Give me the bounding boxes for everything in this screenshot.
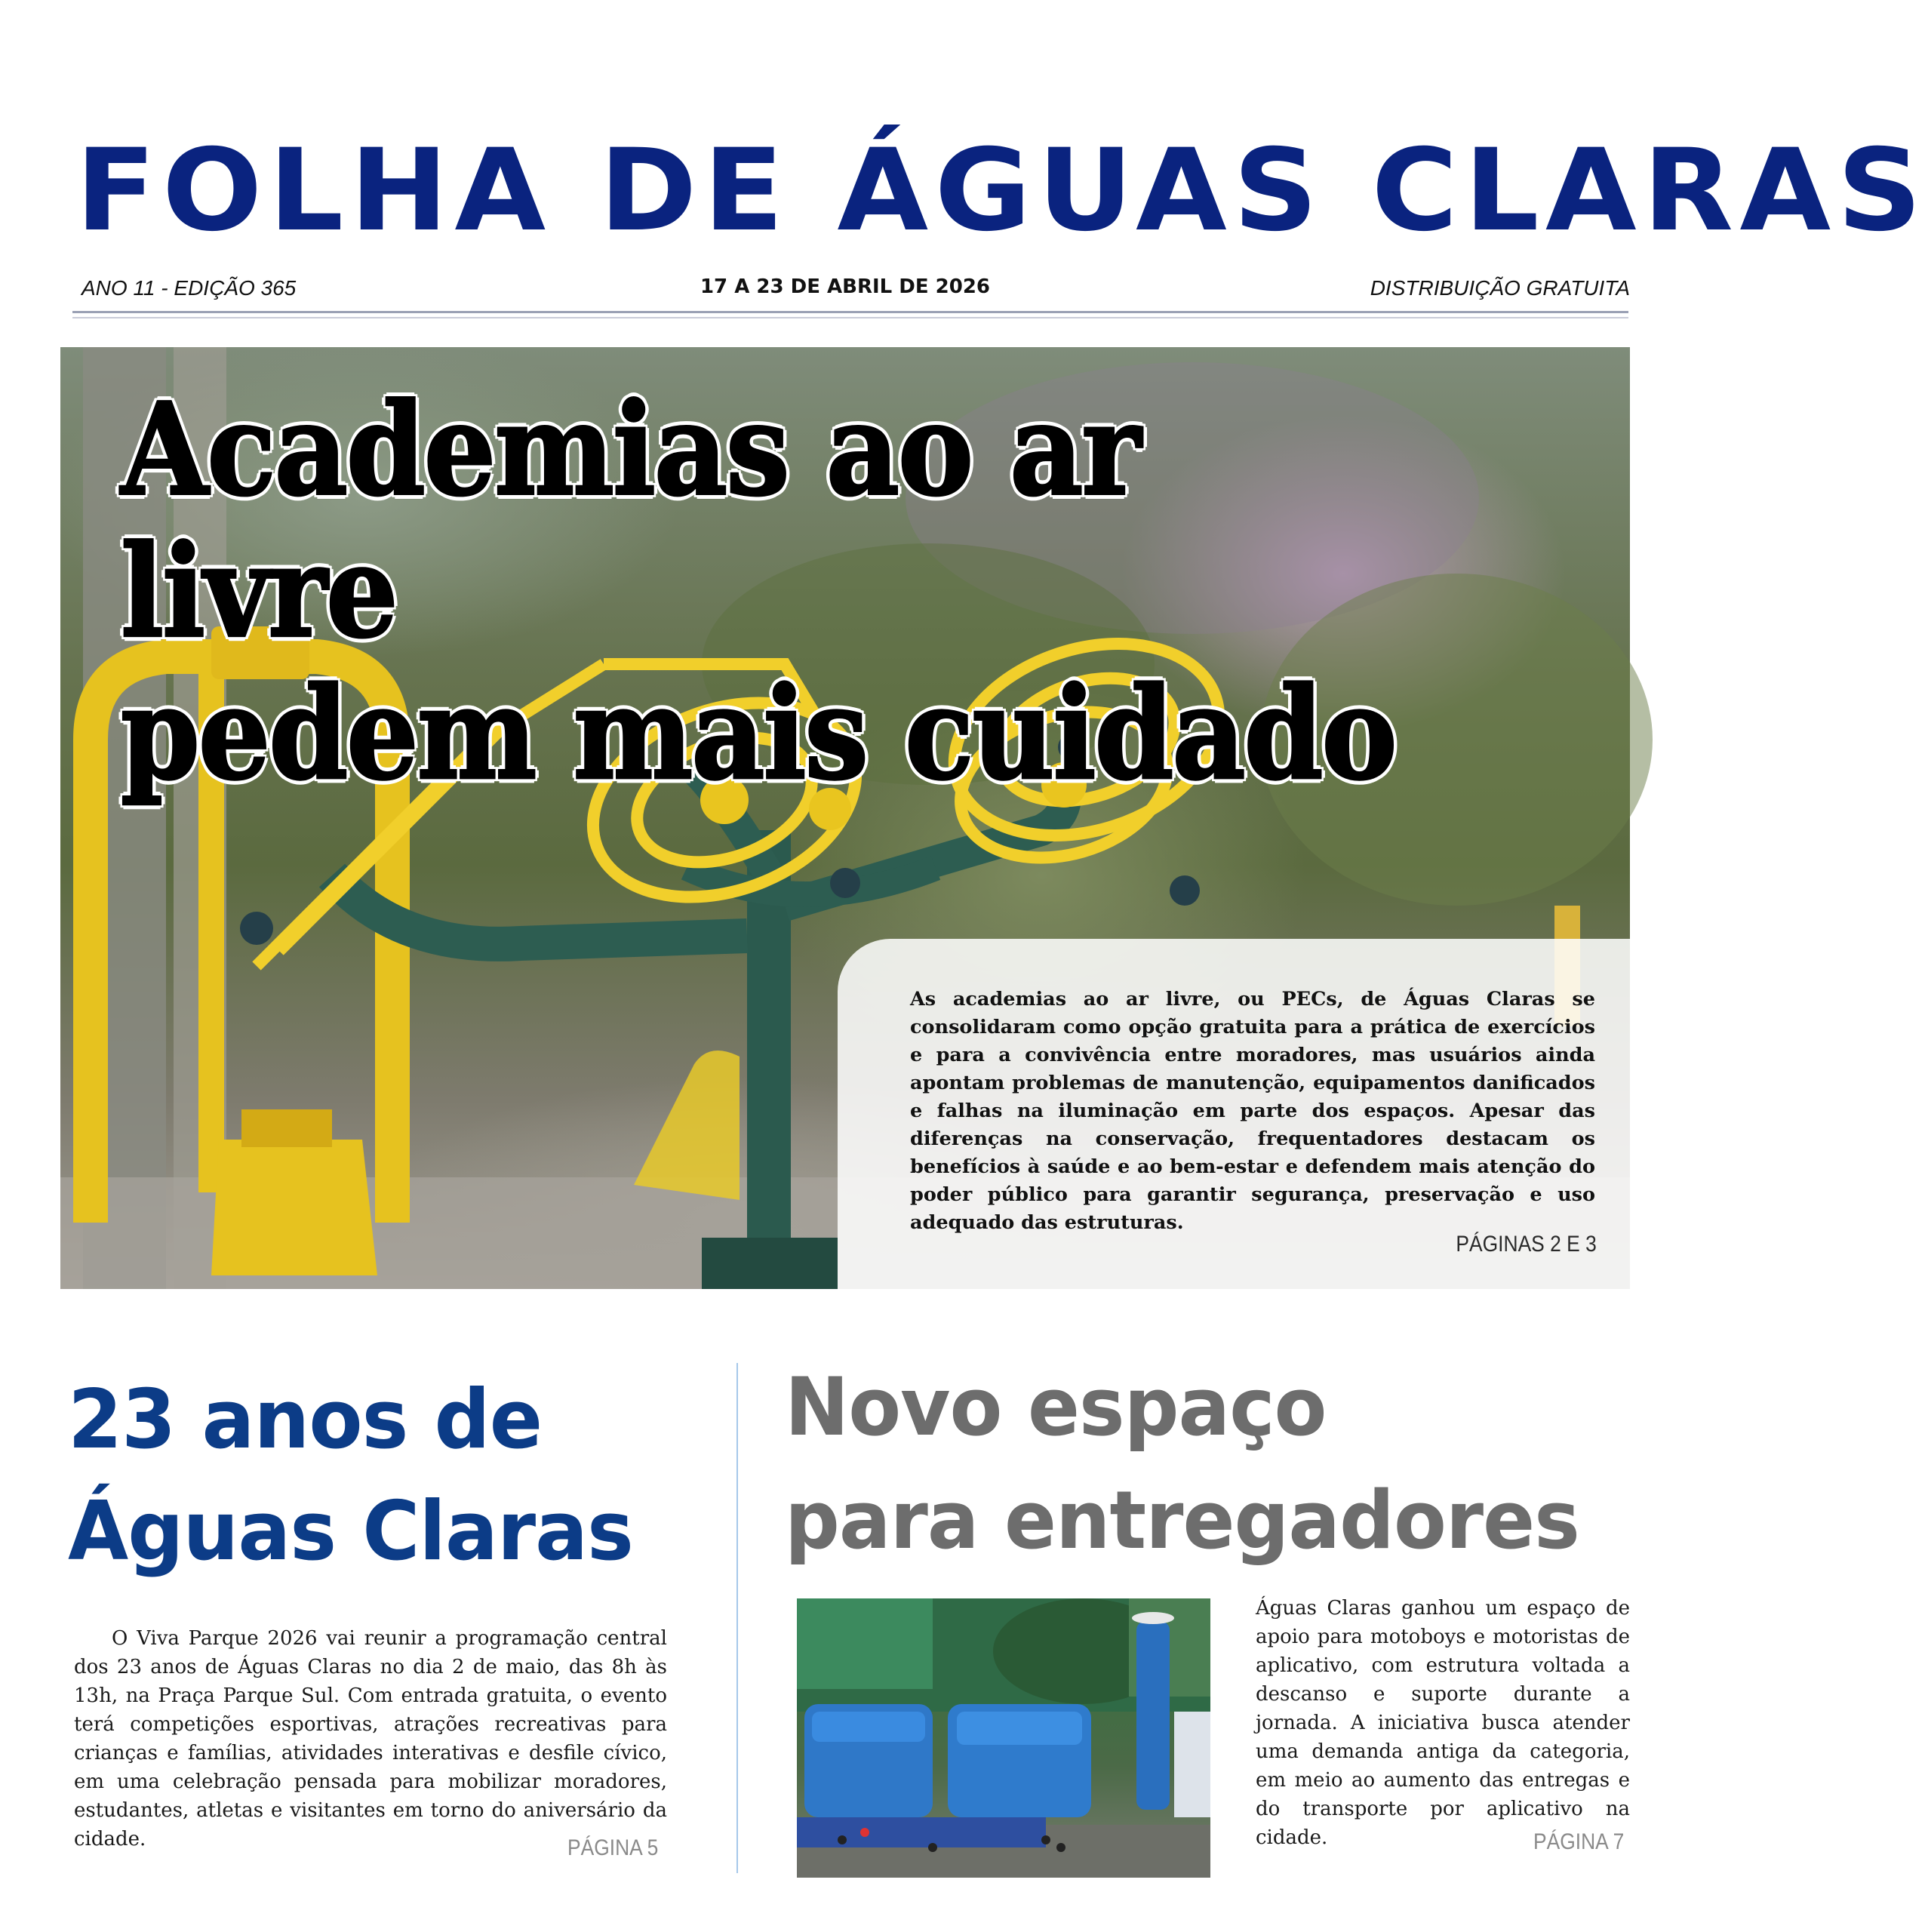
story-left-body: O Viva Parque 2026 vai reunir a programação central dos 23 anos de Águas Claras no dia 2 de maio, das 8h às 13h, na Praça Parque Sul. Com entrada gratuita, o evento terá competições esportivas, atrações recreativas para crianças e famílias, atividades interativas e desfile cívico, em uma celebração pensada para mobilizar moradores, estudantes, atletas e visitantes em torno do aniversário da cidade. bbox=[74, 1627, 667, 1850]
story-left-headline-line-1: 23 anos de bbox=[68, 1373, 543, 1467]
story-right-headline-line-2: para entregadores bbox=[785, 1474, 1579, 1567]
issue-date: 17 A 23 DE ABRIL DE 2026 bbox=[700, 275, 991, 298]
story-right-headline bbox=[785, 1351, 1618, 1577]
lead-headline-line-1: Academias ao ar livre bbox=[121, 375, 1140, 666]
story-right-headline-line-1: Novo espaço bbox=[785, 1361, 1327, 1454]
lead-summary-text: As academias ao ar livre, ou PECs, de Águas Claras se consolidaram como opção gratuita para a prática de exercícios e para a convivência entre moradores, mas usuários ainda apontam problemas de manutenção, equipamentos danificados e falhas na iluminação em parte dos espaços. Apesar das diferenças na conservação, frequentadores destacam os benefícios à saúde e ao bem-estar e defendem mais atenção do poder público para garantir segurança, preservação e uso adequado das estruturas. bbox=[910, 988, 1595, 1234]
lead-headline bbox=[121, 375, 1404, 808]
story-left-headline bbox=[68, 1364, 691, 1588]
delivery-space-illustration bbox=[797, 1598, 1210, 1878]
newspaper-title: FOLHA DE ÁGUAS CLARAS bbox=[75, 125, 1928, 257]
lead-page-reference: PÁGINAS 2 E 3 bbox=[1456, 1232, 1597, 1257]
distribution-note: DISTRIBUIÇÃO GRATUITA bbox=[1370, 276, 1630, 300]
masthead-rule-thin bbox=[72, 317, 1628, 318]
story-right-page-reference: PÁGINA 7 bbox=[1533, 1829, 1625, 1854]
lead-photo bbox=[60, 347, 1630, 1289]
lead-summary-box bbox=[838, 939, 1630, 1289]
column-divider bbox=[736, 1363, 738, 1873]
delivery-space-photo bbox=[797, 1598, 1210, 1878]
masthead-rule bbox=[72, 311, 1628, 313]
story-right-body: Águas Claras ganhou um espaço de apoio para motoboys e motoristas de aplicativo, com estrutura voltada a descanso e suporte durante a jornada. A iniciativa busca atender uma demanda antiga da categoria, em meio ao aumento das entregas e do transporte por aplicativo na cidade. bbox=[1256, 1597, 1630, 1849]
story-left-page-reference: PÁGINA 5 bbox=[567, 1835, 659, 1860]
lead-headline-line-2: pedem mais cuidado bbox=[121, 659, 1396, 808]
story-left-headline-line-2: Águas Claras bbox=[68, 1484, 633, 1579]
edition-info: ANO 11 - EDIÇÃO 365 bbox=[81, 276, 297, 300]
